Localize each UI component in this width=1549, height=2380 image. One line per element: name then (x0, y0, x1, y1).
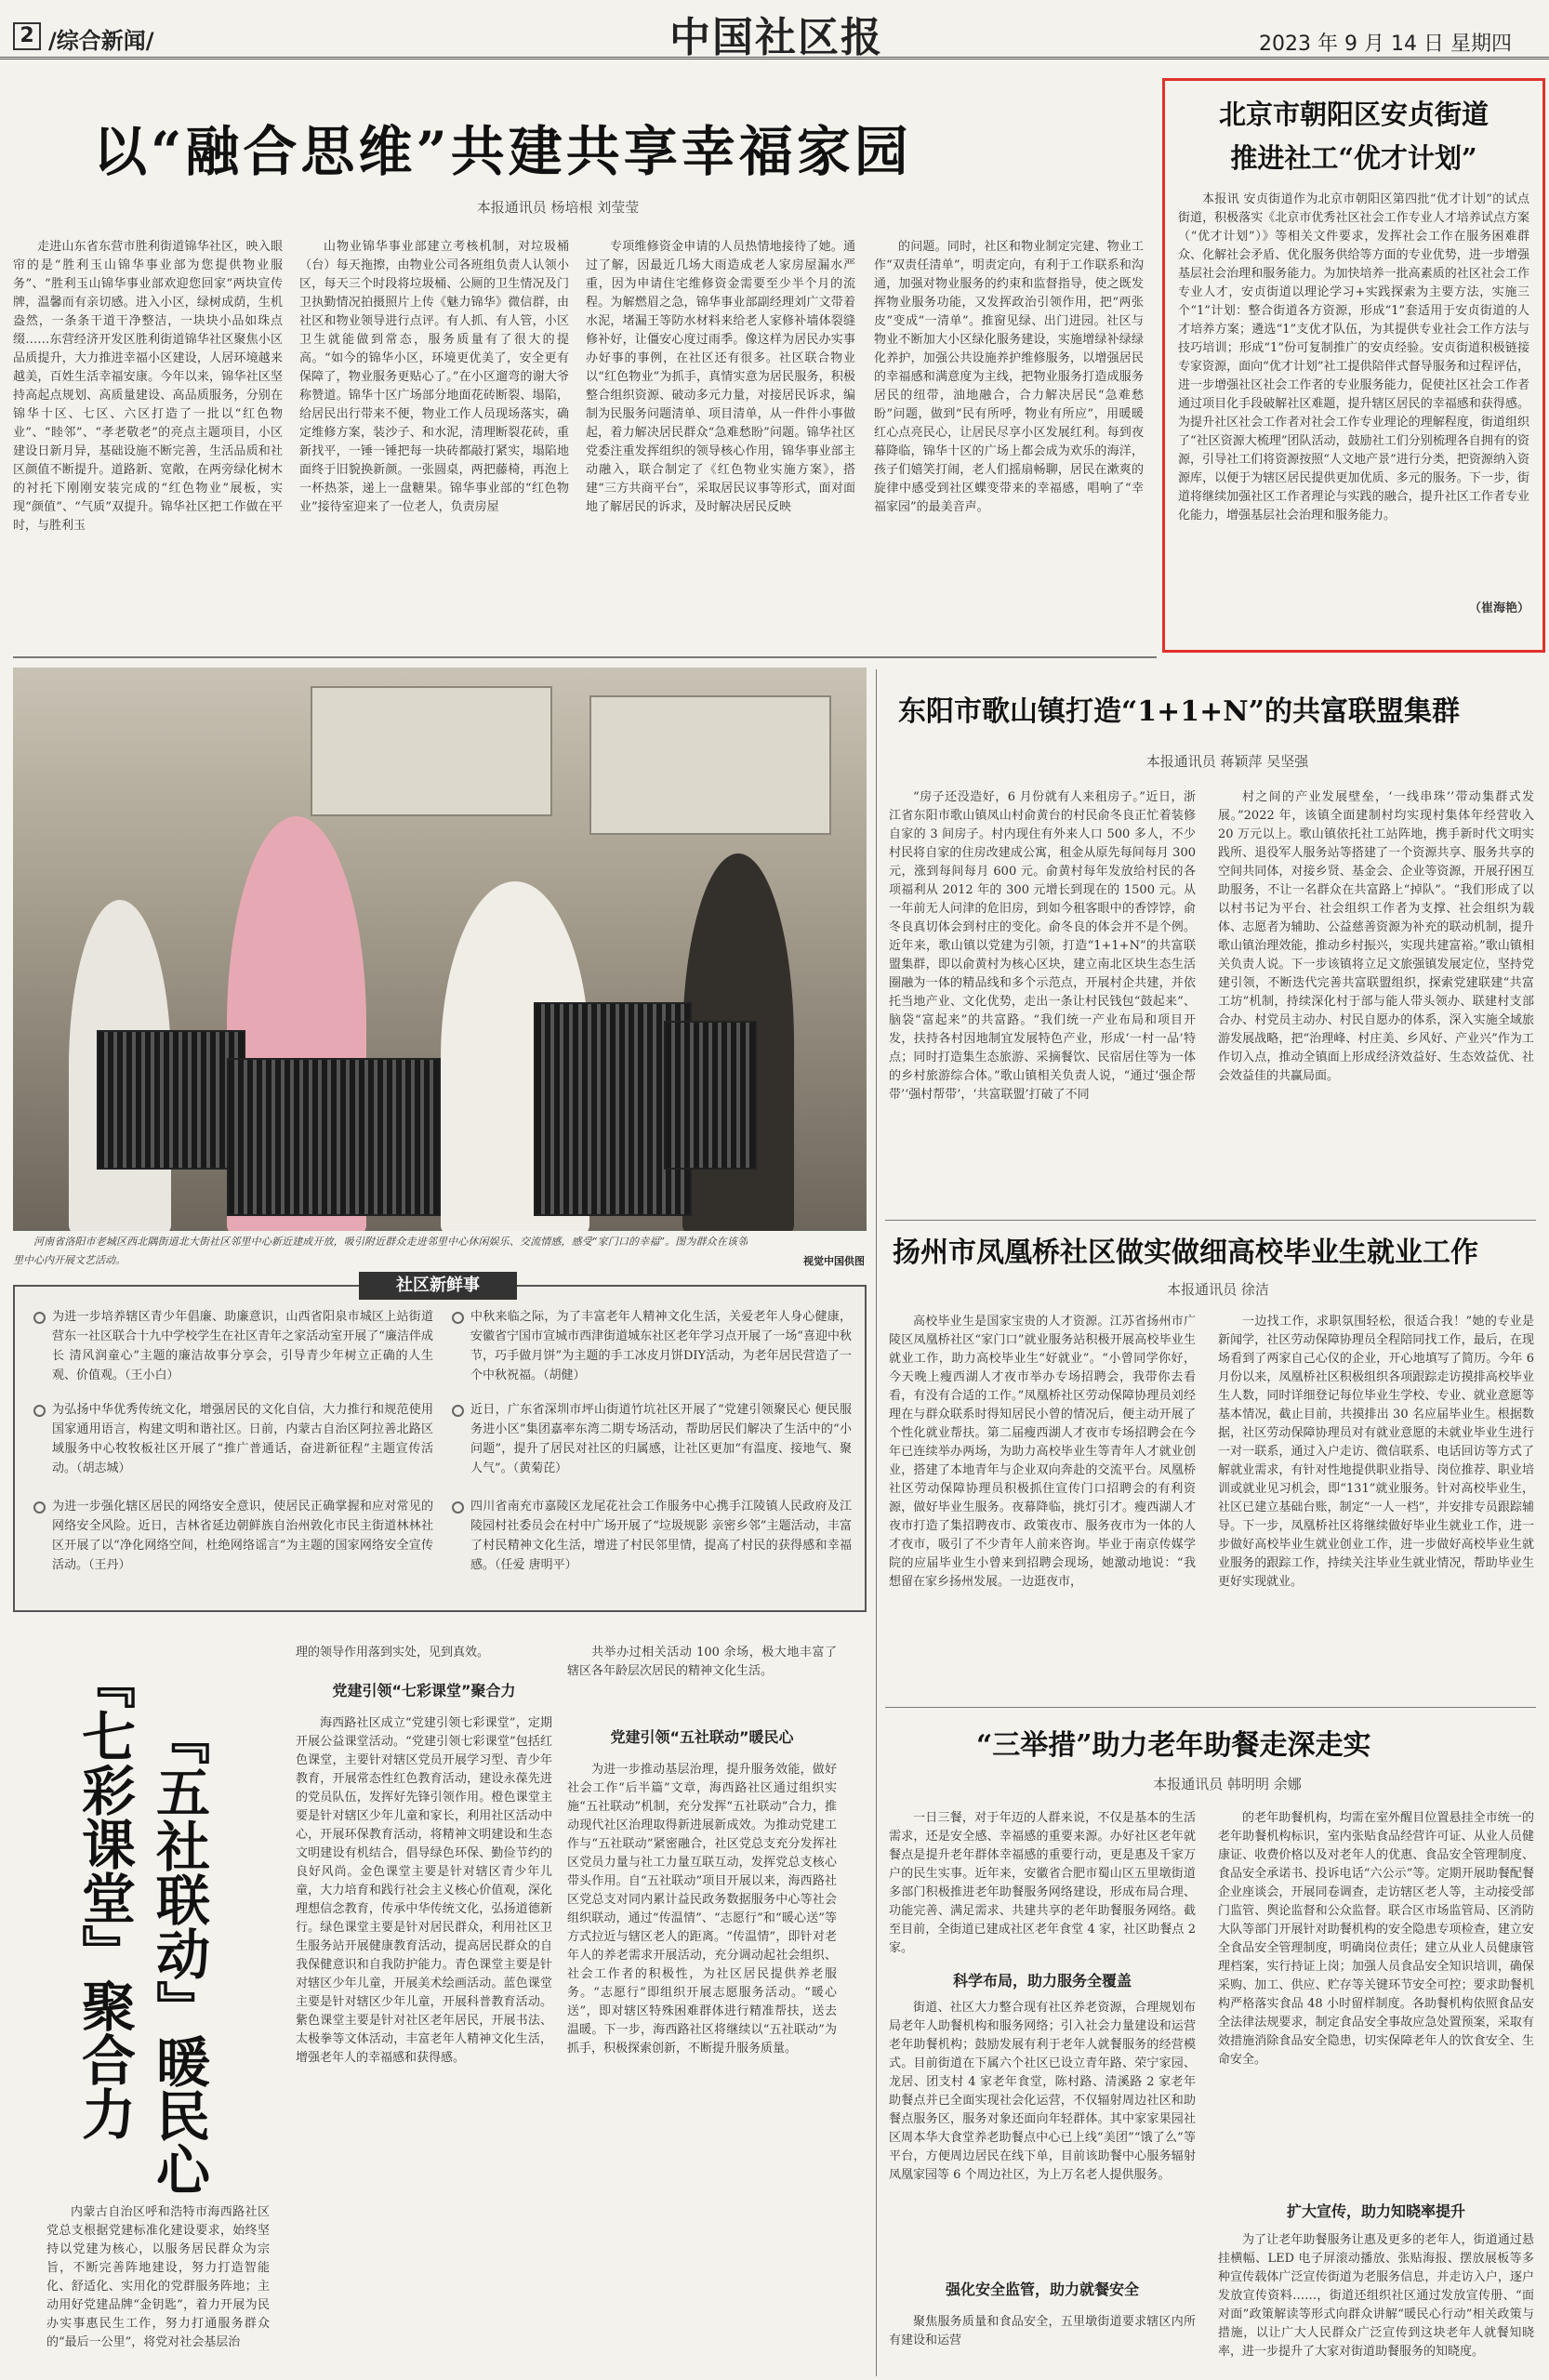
elderly-meal-column-1a: 一日三餐，对于年迈的人群来说，不仅是基本的生活需求，还是安全感、幸福感的重要来源。办好社区老年就餐点是提升老年群体幸福感的重要行动，更是惠及千家万户的民生实事。近年来，安徽省合肥市蜀山区五里墩街道多部门积极推进老年助餐服务网络建设，形成布局合理、功能完善、满足需求、共建共享的老年助餐服务网络。截至目前，全街道已建成社区老年食堂 4 家，社区助餐点 2 家。 (889, 1811, 1196, 1955)
issue-date: 2023 年 9 月 14 日 星期四 (1259, 33, 1512, 56)
sidebar-title-line2: 推进社工“优才计划” (1230, 142, 1477, 174)
divider (13, 656, 1157, 658)
accordion-performance-photo (13, 668, 867, 1231)
elderly-meal-column-2a: 的老年助餐机构，均需在室外醒目位置悬挂全市统一的老年助餐机构标识，室内张贴食品经营许可证、从业人员健康证、收费价格以及对老年人的优惠、食品安全管理制度、食品安全承诺书、投诉电话“六公示”等。定期开展助餐配餐企业座谈会，开展同卷调查，走访辖区老人等，主动接受部门监管、舆论监督和公众监督。联合区市场监管局、区消防大队等部门开展针对助餐机构的安全隐患专项检查，建立安全食品安全管理制度，明确岗位责任；建立从业人员健康管理档案，实行持证上岗；加强人员食品安全知识培训，确保采购、加工、供应、贮存等关键环节安全可控；要求助餐机构严格落实食品 48 小时留样制度。各助餐机构依照食品安全法律法规要求，制定食品安全事故应急处置预案，采取有效措施消除食品安全隐患，切实保障老年人的饮食安全、生命安全。 (1218, 1811, 1534, 2067)
bottom-column-2-lead: 共举办过相关活动 100 余场，极大地丰富了辖区各年龄层次居民的精神文化生活。 (567, 1646, 837, 1678)
main-column-3: 专项维修资金申请的人员热情地接待了她。通过了解，因最近几场大雨造成老人家房屋漏水严重，因为申请住宅维修资金需要至少半个月的流程。为解燃眉之急，锦华事业部副经理刘广文带着水泥，堵漏王等防水材料来给老人家修补墙体裂缝修补好，让僵安心度过雨季。像这样为居民办实事办好事的事例，在社区还有很多。社区联合物业以“红色物业”为抓手，真情实意为居民服务，积极整合组织资源、破动多元力量，对接居民诉求，编制为民服务问题清单、项目清单，从一件件小事做起，着力解决居民群众“急难愁盼”问题。锦华社区党委注重发挥组织的领导核心作用，锦华事业部主动融入，联合制定了《红色物业实施方案》，搭建“三方共商平台”，采取居民议事等形式，面对面地了解居民的诉求，及时解决居民反映 (586, 240, 855, 514)
community-news-box (13, 1276, 867, 1612)
yangzhou-column-1: 高校毕业生是国家宝贵的人才资源。江苏省扬州市广陵区凤凰桥社区“家门口”就业服务站积极开展高校毕业生就业工作，助力高校毕业生“好就业”。“小曾同学你好，今天晚上瘦西湖人才夜市举办专场招聘会，我带你去看看，有没有合适的工作。”凤凰桥社区劳动保障协理员刘经理在与群众联系时得知居民小曾的情况后，便主动开展了个性化就业帮扶。第二届瘦西湖人才夜市专场招聘会在今年已连续举办两场，为助力高校毕业生等青年人才就业创业，搭建了本地青年与企业双向奔赴的交流平台。凤凰桥社区劳动保障协理员积极抓住宣传门口招聘会的有利资源，做好毕业生服务。夜幕降临，挑灯引才。瘦西湖人才夜市打造了集招聘夜市、政策夜市、服务夜市为一体的人才夜市，吸引了不少青年人前来咨询。毕业于南京传媒学院的应届毕业生小曾来到招聘会现场，她激动地说：“我想留在家乡扬州发展。一边逛夜市， (889, 1315, 1196, 1589)
elderly-meal-headline: “三举措”助力老年助餐走深走实 (976, 1729, 1371, 1762)
bottom-title-wushe: 『五社联动』暖民心 (147, 1711, 210, 2196)
main-column-4: 的问题。同时，社区和物业制定完建、物业工作“双责任清单”，明责定向，有利于工作联系和沟通，加强对物业服务的约束和监督指导，使之既发挥物业服务功能，又发挥政治引领作用，把“两张皮”变成“一清单”。推窗见绿、出门进园。社区与物业不断加大小区绿化服务建设，实施增绿补绿绿化养护，加强公共设施养护维修服务，以增强居民的幸福感和满意度为主线，把物业服务打造成服务居民的纽带，油地融合，合力解决居民“急难愁盼”问题，做到“民有所呼，物业有所应”，用暖暖红心点亮民心，让居民尽享小区发展红利。每到夜幕降临，锦华十区的广场上都会成为欢乐的海洋，孩子们嬉笑打闹，老人们摇扇畅聊，居民在漱爽的旋律中感受到社区蝶变带来的幸福感，唱响了“幸福家园”的最美音声。 (874, 240, 1144, 514)
accordion (97, 1030, 245, 1170)
vertical-divider (876, 669, 877, 2376)
masthead (0, 0, 1549, 60)
elderly-meal-subhead-1: 科学布局，助力服务全覆盖 (952, 1972, 1132, 1990)
sidebar-body: 本报讯 安贞街道作为北京市朝阳区第四批“优才计划”的试点街道，积极落实《北京市优秀社区社会工作专业人才培养试点方案（“优才计划”）》等相关文件要求，发挥社会工作在服务困难群众、化解社会矛盾、优化服务供给等方面的专业优势，进一步增强基层社会治理和服务能力。为加快培养一批高素质的社区社会工作专业人才，安贞街道以理论学习+实践探索为主要方法，实施三个“1”计划：整合街道各方资源，形成“1”套适用于安贞街道的人才培养方案；遴选“1”支优才队伍，为其提供专业社会工作方法与技巧培训；形成“1”份可复制推广的安贞经验。安贞街道积极链接专家资源，面向“优才计划”社工提供陪伴式督导服务和过程评估，进一步增强社区社会工作者的专业服务能力，促使社区社会工作者通过项目化手段破解社区难题，提升辖区居民的幸福感和获得感。为提升社区社会工作者对社会工作专业理论的理解程度，街道组织了“社区资源大梳理”团队活动，鼓励社工们分别梳理各自拥有的资源，引导社工们将资源按照“人文地产景”进行分类，把资源纳入资源库，以便于为辖区居民提供更加优质、多元的服务。下一步，街道将继续加强社区工作者理论与实践的融合，提升社区工作者专业化能力，增强基层社会治理和服务能力。 (1178, 192, 1529, 522)
bottom-intro: 内蒙古自治区呼和浩特市海西路社区党总支根据党建标准化建设要求，始终坚持以党建为核心，以服务居民群众为宗旨，不断完善阵地建设，努力打造智能化、舒适化、实用化的党群服务阵地；主动用好党建品牌“金钥匙”，着力开展为民办实事惠民生工作，努力打通服务群众的“最后一公里”，将党对社会基层治 (46, 2205, 270, 2349)
bottom-subhead-2: 党建引领“五社联动”暖民心 (610, 1728, 794, 1746)
bottom-subhead-1: 党建引领“七彩课堂”聚合力 (332, 1682, 516, 1699)
news-item: 为进一步培养辖区青少年倡廉、助廉意识，山西省阳泉市城区上站街道营东一社区联合十九中学校学生在社区青年之家活动室开展了“廉洁伴成长 清风润童心”主题的廉洁故事分享会，引导青少年树立正确的人生观、价值观。（王小白） (52, 1307, 433, 1385)
bottom-column-1-body: 海西路社区成立“党建引领七彩课堂”，定期开展公益课堂活动。“党建引领七彩课堂”包括红色课堂，主要针对辖区党员开展学习型、青少年教育，开展常态性红色教育活动，建设永葆先进的党员队伍，发挥好先锋引领作用。橙色课堂主要是针对辖区少年儿童和家长，利用社区活动中心，开展环保教育活动，将精神文明建设和生态文明建设有机结合，倡导绿色环保、勤俭节约的良好风尚。金色课堂主要是针对辖区青少年儿童，大力培育和践行社会主义核心价值观，深化理想信念教育，传承中华传统文化，弘扬道德新行。绿色课堂主要是针对居民群众，利用社区卫生服务站开展健康教育活动，提高居民群众的自我保健意识和自我防护能力。青色课堂主要是针对辖区少年儿童，开展美术绘画活动。蓝色课堂主要是针对辖区少年儿童，开展科普教育活动。紫色课堂主要是针对社区老年居民，开展书法、太极拳等文体活动，丰富老年人精神文化生活，增强老年人的幸福感和获得感。 (296, 1716, 552, 2065)
news-item: 中秋来临之际，为了丰富老年人精神文化生活，关爱老年人身心健康，安徽省宁国市宣城市西津街道城东社区老年学习点开展了一场“喜迎中秋节，巧手做月饼”为主题的手工冰皮月饼DIY活动，为老年居民营造了一个中秋祝福。（胡健） (470, 1307, 852, 1385)
accordion (227, 1058, 441, 1216)
news-item: 为进一步强化辖区居民的网络安全意识，使居民正确掌握和应对常见的网络安全风险。近日，吉林省延边朝鲜族自治州敦化市民主街道林林社区开展了以“净化网络空间，杜绝网络谣言”为主题的国家网络安全宣传活动。（王丹） (52, 1497, 433, 1575)
paper-logo: 中国社区报 (669, 14, 883, 61)
dongyang-byline: 本报通讯员 蒋颖萍 吴坚强 (1145, 753, 1309, 770)
divider (885, 1220, 1536, 1221)
main-column-2: 山物业锦华事业部建立考核机制，对垃圾桶（台）每天拖擦，由物业公司各班组负责人认领小区，每天三个时段将垃圾桶、公厕的卫生情况及门卫执勤情况拍摄照片上传《魅力锦华》微信群，由社区和物业领导进行点评。有人抓、有人管，小区卫生就能做到常态，服务质量有了很大的提高。“如今的锦华小区，环境更优美了，安全更有保障了，物业服务更贴心了。”在小区遛弯的谢大爷称赞道。锦华十区广场部分地面花砖断裂、塌陷，给居民出行带来不便，物业工作人员现场落实，确定维修方案，装沙子、和水泥，清理断裂花砖，重新找平，一锤一锤把每一块砖都敲打紧实，塌陷地面终于旧貌换新颜。一张圆桌，两把藤椅，再泡上一杯热茶，递上一盘糖果。锦华事业部的“红色物业”接待室迎来了一位老人，负责房屋 (299, 240, 569, 514)
elderly-meal-column-1c: 聚焦服务质量和食品安全，五里墩街道要求辖区内所有建设和运营 (889, 2315, 1196, 2347)
news-item: 为弘扬中华优秀传统文化，增强居民的文化自信，大力推行和规范使用国家通用语言，构建文明和谐社区。日前，内蒙古自治区阿拉善北路区域服务中心牧牧板社区开展了“推广普通话，奋进新征程”主题宣传活动。（胡志城） (52, 1400, 433, 1478)
photo-window (311, 686, 552, 816)
sidebar-article (1162, 78, 1545, 653)
photo-window (589, 695, 831, 835)
news-item: 近日，广东省深圳市坪山街道竹坑社区开展了“党建引领聚民心 便民服务进小区”集团嘉率东湾二期专场活动，帮助居民们解决了生活中的“小问题”，提升了居民对社区的归属感，让社区更加“有温度、接地气、聚人气”。（黄菊芘） (470, 1400, 852, 1478)
news-box-title: 社区新鲜事 (359, 1272, 517, 1300)
sidebar-title-line1: 北京市朝阳区安贞街道 (1218, 99, 1489, 130)
elderly-meal-subhead-3: 扩大宣传，助力知晓率提升 (1286, 2202, 1465, 2220)
photo-caption: 河南省洛阳市老城区西北隅街道北大街社区邻里中心新近建成开放，吸引附近群众走进邻里中心休闲娱乐、交流情感，感受“家门口的幸福”。图为群众在该邻里中心内开展文艺活动。 (13, 1236, 748, 1266)
elderly-meal-column-1b: 街道、社区大力整合现有社区养老资源，合理规划布局老年人助餐机构和服务网络；引入社会力量建设和运营老年助餐机构；鼓励发展有利于老年人就餐服务的经营模式。目前街道在下属六个社区已设立青年路、荣宁家园、龙居、团支村 4 家老年食堂，陈村路、清溪路 2 家老年助餐点并已全面实现社会化运营，不仅辐射周边社区和助餐点服务区，服务对象还面向年轻群体。其中家家果园社区周本华大食堂养老助餐点中心已上线“美团”“饿了么”等平台，方便周边居民在线下单，目前该助餐中心服务辐射凤凰家园等 6 个周边社区，为上万名老人提供服务。 (889, 2001, 1196, 2182)
elderly-meal-byline: 本报通讯员 韩明明 余娜 (1153, 1776, 1302, 1792)
accordion (664, 1021, 757, 1170)
sidebar-author: （崔海艳） (1468, 602, 1529, 615)
yangzhou-byline: 本报通讯员 徐洁 (1167, 1281, 1269, 1298)
page-number: 2 (13, 22, 41, 50)
main-headline: 以“融合思维”共建共享幸福家园 (93, 120, 912, 183)
yangzhou-column-2: 一边找工作，求职氛围轻松，很适合我！”她的专业是新闻学，社区劳动保障协理员全程陪同找工作，最后，在现场看到了两家自己心仪的企业，开心地填写了简历。今年 6 月份以来，凤凰桥社区积极组织各项跟踪走访摸排高校毕业生人数，同时详细登记每位毕业生学校、专业、就业意愿等基本情况，截止目前，共摸排出 30 名应届毕业生。根据数据，社区劳动保障协理员对有就业意愿的未就业毕业生进行一对一联系，通过入户走访、微信联系、电话回访等方式了解就业需求，有针对性地提供职业指导、岗位推荐、职业培训或就业见习机会，即“131”就业服务。针对高校毕业生，社区已建立基础台账，制定“一人一档”，并安排专员跟踪辅导。下一步，凤凰桥社区将继续做好毕业生就业工作，进一步做好高校毕业生就业创业工作，进一步做好高校毕业生就业服务的跟踪工作，持续关注毕业生就业情况，帮助毕业生更好实现就业。 (1218, 1315, 1534, 1589)
elderly-meal-column-2b: 为了让老年助餐服务让惠及更多的老年人，街道通过悬挂横幅、LED 电子屏滚动播放、张贴海报、摆放展板等多种宣传载体广泛宣传街道为老服务信息，并走访入户，逐户发放宣传资料……，街道还组织社区通过发放宣传册、“面对面”政策解读等形式向群众讲解“暖民心行动”相关政策与措施，以让广大人民群众广泛宣传到这块老年人就餐知晓率，进一步提升了大家对街道助餐服务的知晓度。 (1218, 2233, 1534, 2359)
bottom-column-2-body: 为进一步推动基层治理，提升服务效能，做好社会工作“后半篇”文章，海西路社区通过组织实施“五社联动”机制，充分发挥“五社联动”合力，推动现代社区治理取得新进展新成效。为推动党建工作与“五社联动”紧密融合，社区党总支充分发挥社区党员力量与社工力量互联互动，发挥党总支核心带头作用。自“五社联动”项目开展以来，海西路社区党总支对同内累计益民政务数据服务中心等社会组织联动，通过“传温情”、“志愿行”和“暖心送”等方式拉近与辖区老人的距离。“传温情”，即针对老年人的养老需求开展活动，充分调动起社会组织、社会工作者的积极性，为社区居民提供养老服务。“志愿行”即组织开展志愿服务活动。“暖心送”，即对辖区特殊困难群体进行精准帮扶，送去温暖。下一步，海西路社区将继续以“五社联动”为抓手，积极探索创新，不断提升服务质量。 (567, 1763, 837, 2056)
dongyang-column-2: 村之间的产业发展壁垒，‘一线串珠’’带动集群式发展。”2022 年，该镇全面建制村均实现村集体年经营收入 20 万元以上。歌山镇依托社工站阵地，携手新时代文明实践所、退役军人服务站等搭建了一个资源共享、服务共享的空间共同体，对接乡贤、基金会、企业等资源，开展孖困互助服务，不让一名群众在共富路上“掉队”。“我们形成了以以村书记为平台、社会组织工作者为支撑、社会组织为载体、志愿者为辅助、公益慈善资源为补充的联动机制，提升歌山镇治理效能，推动乡村振兴，实现共建富裕。”歌山镇相关负责人说。下一步该镇将立足文旅强镇发展定位，坚持党建引领，不断迭代完善共富联盟组织，探索党建联建“共富工坊”机制，持续深化村于部与能人带头领办、联建村支部合办、村党员主动办、村民自愿办的体系，深入实施全域旅游发展战略，把“治理峰、村庄美、乡风好、产业兴”作为工作切入点，推动全镇面上形成经济效益好、生态效益优、社会效益佳的共赢局面。 (1218, 790, 1534, 1083)
yangzhou-headline: 扬州市凤凰桥社区做实做细高校毕业生就业工作 (893, 1236, 1478, 1269)
main-byline: 本报通讯员 杨培根 刘莹莹 (476, 199, 640, 216)
divider (885, 1707, 1536, 1708)
news-item: 四川省南充市嘉陵区龙尾花社会工作服务中心携手江陵镇人民政府及江陵园村社委员会在村中广场开展了“垃圾规影 亲密乡邻”主题活动，丰富了村民精神文化生活，增进了村民邻里情，提高了村民的获得感和幸福感。（任爱 唐明平） (470, 1497, 852, 1575)
dongyang-headline: 东阳市歌山镇打造“1+1+N”的共富联盟集群 (898, 695, 1460, 728)
elderly-meal-subhead-2: 强化安全监管，助力就餐安全 (945, 2281, 1139, 2298)
main-column-1: 走进山东省东营市胜利街道锦华社区，映入眼帘的是“胜利玉山锦华事业部为您提供物业服务”、“胜利玉山锦华事业部欢迎您回家”两块宣传牌，温馨而有亲切感。进入小区，绿树成荫，生机盎然，一条条干道干净整洁，一块块小品如珠点缀……东营经济开发区胜利街道锦华社区聚焦小区品质提升，大力推进幸福小区建设，人居环境越来越美，百姓生活幸福安康。今年以来，锦华社区坚持高起点规划、高质量建设、高品质服务，分别在锦华十区、七区、六区打造了一批以“红色物业”、“睦邻”、“孝老敬老”的亮点主题项目，小区建设日新月异，基础设施不断完善，生活品质和社区颜值不断提升。道路新、宽敞，在两旁绿化树木的衬托下刚刚安装完成的“红色物业”展板，实现“颜值”、“气质”双提升。锦华社区把工作做在平时，与胜利玉 (13, 240, 283, 533)
photo-credit: 视觉中国供图 (803, 1255, 865, 1267)
dongyang-column-1: “房子还没造好，6 月份就有人来租房子。”近日，浙江省东阳市歌山镇凤山村俞黄台的村民俞冬良正忙着装修自家的 3 间房子。村内现住有外来人口 500 多人，不少村民将自家的住房改建成公寓，租金从原先每间每月 300 元，涨到每间每月 600 元。俞黄村每年发放给村民的各项福利从 2012 年的 300 元增长到现在的 1500 元。从一年前无人问津的危旧房，到如今租客眼中的香饽饽，俞冬良真切体会到村庄的变化。俞冬良的体会并不是个例。近年来，歌山镇以党建为引领，打造“1+1+N”的共富联盟集群，即以俞黄村为核心区块，建立南北区块生态生活圈融为一体的精品线和多个示范点，开展村企共建，并依托当地产业、文化优势，走出一条让村民钱包“鼓起来”、脑袋“富起来”的共富路。“我们统一产业布局和项目开发，扶持各村因地制宜发展特色产业，形成‘一村一品’特点；同时打造集生态旅游、采摘餐饮、民宿居住等为一体的乡村旅游综合体。”歌山镇相关负责人说，“通过‘强企帮带’‘强村帮带’，‘共富联盟’打破了不同 (889, 790, 1196, 1102)
bottom-title-qicai: 『七彩课堂』聚合力 (73, 1655, 136, 2140)
bottom-column-1-lead: 理的领导作用落到实处，见到真效。 (296, 1646, 490, 1659)
section-title: /综合新闻/ (48, 28, 154, 54)
